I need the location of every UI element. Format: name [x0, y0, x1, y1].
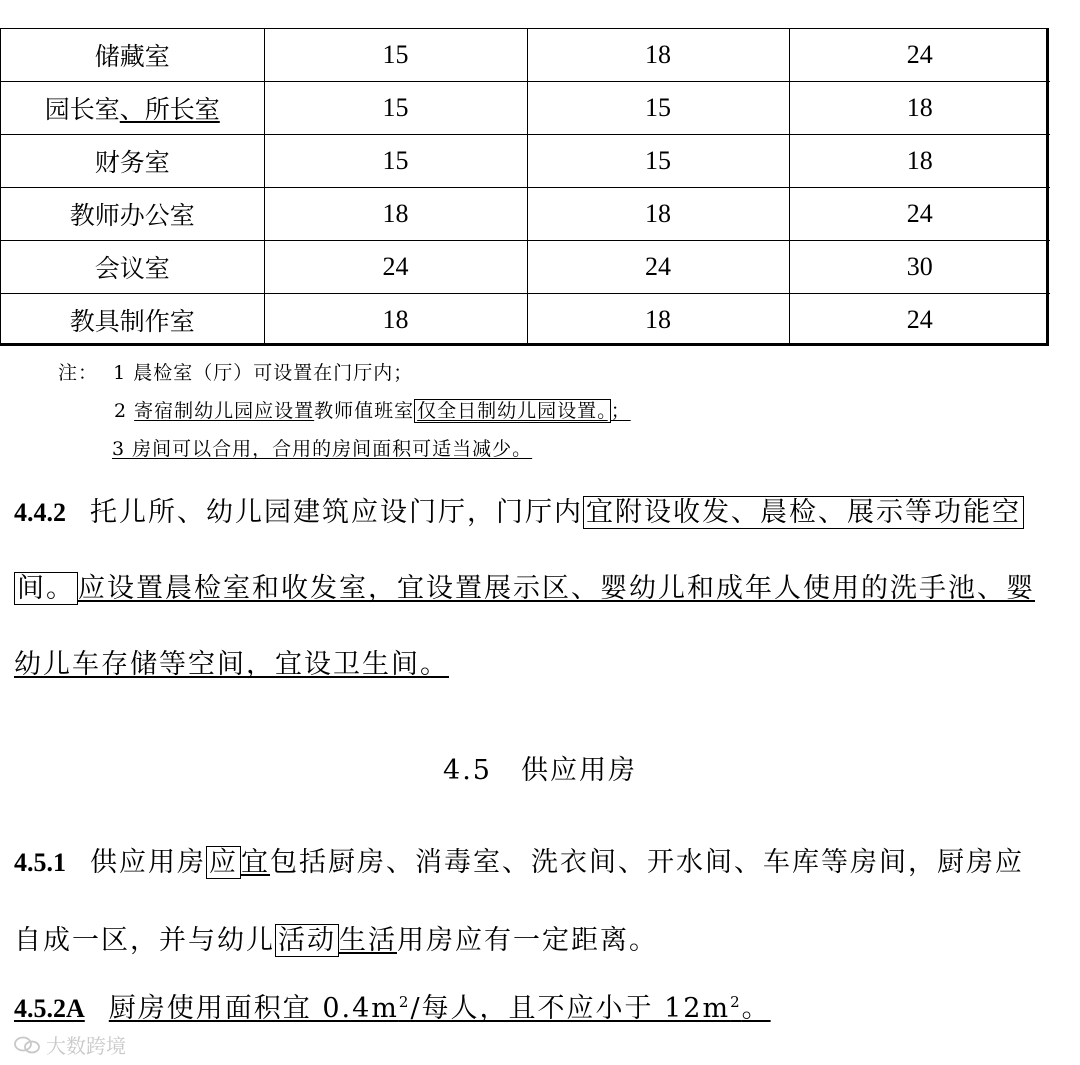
- table-note-3: 3 房间可以合用，合用的房间面积可适当减少。: [112, 438, 533, 460]
- area-cell: 18: [264, 294, 527, 347]
- area-cell: 15: [527, 135, 789, 188]
- note-2-number: 2: [114, 400, 128, 422]
- clause-deleted-text: 应: [206, 846, 241, 879]
- area-cell: 18: [527, 29, 789, 82]
- clause-deleted-text: 宜附设收发、晨检、展示等功能空: [583, 496, 1024, 529]
- clause-inserted-text: 宜: [241, 847, 270, 878]
- watermark: [14, 1030, 126, 1059]
- room-name-cell: [1, 82, 264, 135]
- clause-text: 用房应有一定距离。: [397, 925, 658, 956]
- room-area-table-grid: [1, 29, 1050, 346]
- table-note-1: [58, 358, 413, 385]
- clause-4-5-1-line-2: [14, 918, 658, 957]
- clause-deleted-text: 间。: [14, 572, 78, 605]
- area-cell: 18: [527, 294, 789, 347]
- section-title: 4.5 供应用房: [443, 755, 637, 786]
- room-name-cell: 教师办公室: [1, 188, 264, 241]
- area-cell: 24: [789, 29, 1050, 82]
- table-row: [1, 29, 1050, 82]
- chat-bubble-icon: [14, 1036, 40, 1054]
- clause-deleted-text: 活动: [275, 924, 339, 957]
- superscript: 2: [398, 993, 411, 1011]
- note-2-text-b: 教师值班室: [314, 400, 415, 422]
- table-row: [1, 241, 1050, 294]
- watermark-text: 大数跨境: [46, 1034, 126, 1058]
- room-name-inserted-part: 、所长室: [119, 95, 220, 124]
- clause-text: 托儿所、幼儿园建筑应设门厅，门厅内: [90, 497, 583, 528]
- room-name-part: 园长室: [44, 95, 120, 124]
- area-cell: 18: [264, 188, 527, 241]
- clause-text: 包括厨房、消毒室、洗衣间、开水间、车库等房间，厨房应: [270, 847, 1024, 878]
- clause-4-4-2-line-1: [14, 490, 1024, 529]
- room-name-cell: 储藏室: [1, 29, 264, 82]
- clause-4-4-2-line-3: 幼儿车存储等空间，宜设卫生间。: [14, 649, 449, 680]
- clause-inserted-text: 生活: [339, 925, 397, 956]
- room-name-cell: 会议室: [1, 241, 264, 294]
- clause-text: 。: [741, 993, 771, 1024]
- table-row: [1, 135, 1050, 188]
- area-cell: 24: [527, 241, 789, 294]
- clause-inserted-text: 应设置晨检室和收发室，: [78, 573, 397, 604]
- area-cell: 18: [527, 188, 789, 241]
- area-cell: 24: [789, 188, 1050, 241]
- clause-text: /每人，且不应小于 12m: [410, 993, 731, 1024]
- table-note-2: [114, 396, 631, 423]
- clause-number: 4.5.1: [14, 848, 66, 877]
- clause-number: 4.5.2A: [14, 994, 85, 1023]
- area-cell: 15: [264, 29, 527, 82]
- area-cell: 15: [527, 82, 789, 135]
- superscript: 2: [730, 993, 742, 1011]
- clause-4-4-2-line-2: [14, 566, 1035, 605]
- area-cell: 24: [264, 241, 527, 294]
- note-label: 注：: [58, 362, 99, 384]
- room-name-cell: 教具制作室: [1, 294, 264, 347]
- area-cell: 15: [264, 135, 527, 188]
- clause-4-5-2a: [14, 986, 771, 1025]
- table-row: [1, 188, 1050, 241]
- area-cell: 18: [789, 135, 1050, 188]
- note-1-text: 1 晨检室（厅）可设置在门厅内；: [113, 362, 414, 384]
- note-2-text-c: 仅全日制幼儿园设置。: [414, 399, 611, 423]
- clause-4-5-1-line-1: [14, 840, 1024, 879]
- clause-text: 厨房使用面积宜 0.4m: [108, 993, 399, 1024]
- area-cell: 15: [264, 82, 527, 135]
- room-name-cell: 财务室: [1, 135, 264, 188]
- area-cell: 24: [789, 294, 1050, 347]
- note-2-text-a: 寄宿制幼儿园应设置: [134, 400, 315, 422]
- table-row: [1, 82, 1050, 135]
- note-2-text-d: ；: [610, 400, 631, 422]
- clause-inserted-text: 宜设置展示区、婴幼儿和成年人使用的洗手池、婴: [397, 573, 1035, 604]
- clause-text: 自成一区，并与幼儿: [14, 925, 275, 956]
- area-cell: 30: [789, 241, 1050, 294]
- area-cell: 18: [789, 82, 1050, 135]
- room-area-table: [0, 28, 1049, 346]
- clause-number: 4.4.2: [14, 498, 66, 527]
- table-row: [1, 294, 1050, 347]
- clause-text: 供应用房: [90, 847, 206, 878]
